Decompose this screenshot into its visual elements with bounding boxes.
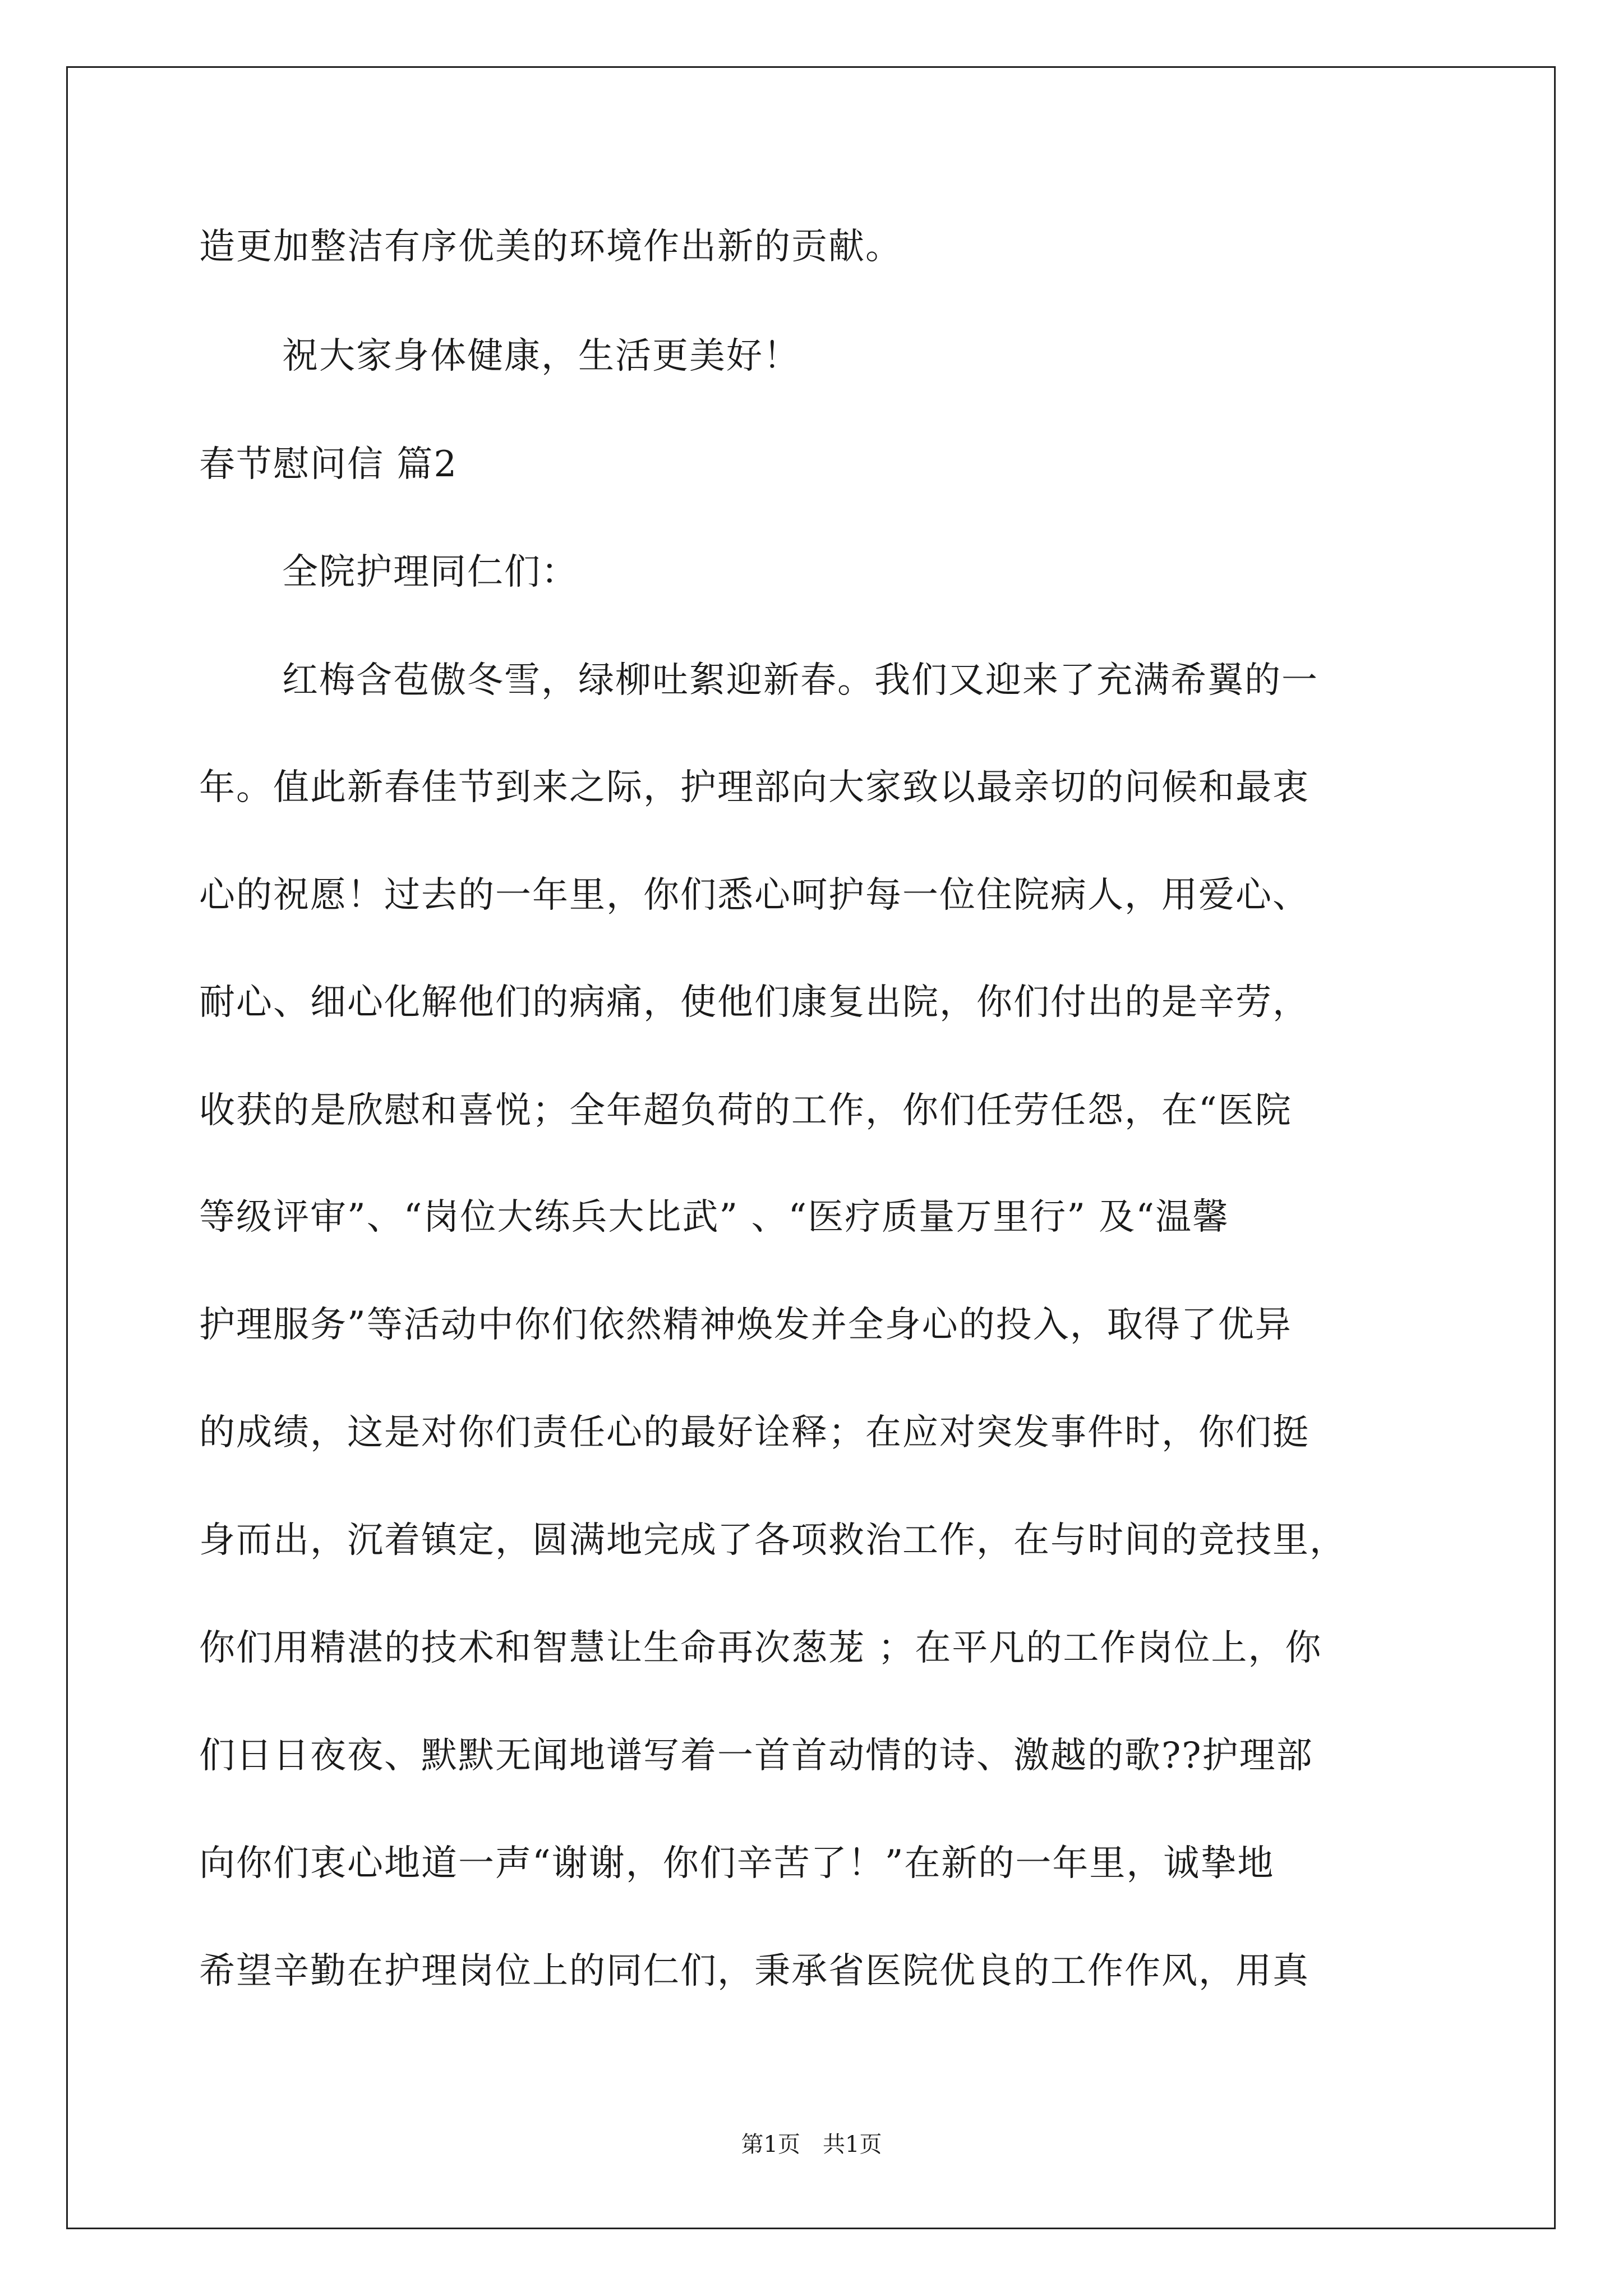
paragraph-line: 向你们衷心地道一声“谢谢，你们辛苦了！”在新的一年里，诚挚地 <box>199 1843 1275 1884</box>
paragraph-line: 耐心、细心化解他们的病痛，使他们康复出院，你们付出的是辛劳， <box>199 982 1310 1023</box>
paragraph-line: 护理服务”等活动中你们依然精神焕发并全身心的投入，取得了优异 <box>199 1304 1292 1346</box>
paragraph-line: 祝大家身体健康，生活更美好！ <box>282 335 800 377</box>
paragraph-line: 的成绩，这是对你们责任心的最好诠释；在应对突发事件时，你们挺 <box>199 1412 1310 1453</box>
salutation: 全院护理同仁们： <box>282 551 578 593</box>
paragraph-line: 身而出，沉着镇定，圆满地完成了各项救治工作，在与时间的竞技里， <box>199 1520 1347 1561</box>
paragraph-line: 你们用精湛的技术和智慧让生命再次葱茏 ；在平凡的工作岗位上，你 <box>199 1627 1322 1669</box>
section-heading: 春节慰问信 篇2 <box>199 444 458 485</box>
paragraph-line: 等级评审”、“岗位大练兵大比武” 、“医疗质量万里行” 及“温馨 <box>199 1197 1229 1238</box>
paragraph-line: 希望辛勤在护理岗位上的同仁们，秉承省医院优良的工作作风，用真 <box>199 1950 1310 1992</box>
paragraph-line: 造更加整洁有序优美的环境作出新的贡献。 <box>199 226 902 268</box>
page-number: 第1页 共1页 <box>741 2132 882 2157</box>
paragraph-line: 收获的是欣慰和喜悦；全年超负荷的工作，你们任劳任怨，在“医院 <box>199 1090 1292 1131</box>
paragraph-line: 心的祝愿！过去的一年里，你们悉心呵护每一位住院病人，用爱心、 <box>199 875 1310 916</box>
paragraph-line: 红梅含苞傲冬雪，绿柳吐絮迎新春。我们又迎来了充满希翼的一 <box>282 660 1318 701</box>
paragraph-line: 年。值此新春佳节到来之际，护理部向大家致以最亲切的问候和最衷 <box>199 767 1310 808</box>
page-border <box>66 66 1556 2229</box>
paragraph-line: 们日日夜夜、默默无闻地谱写着一首首动情的诗、激越的歌??护理部 <box>199 1735 1313 1777</box>
